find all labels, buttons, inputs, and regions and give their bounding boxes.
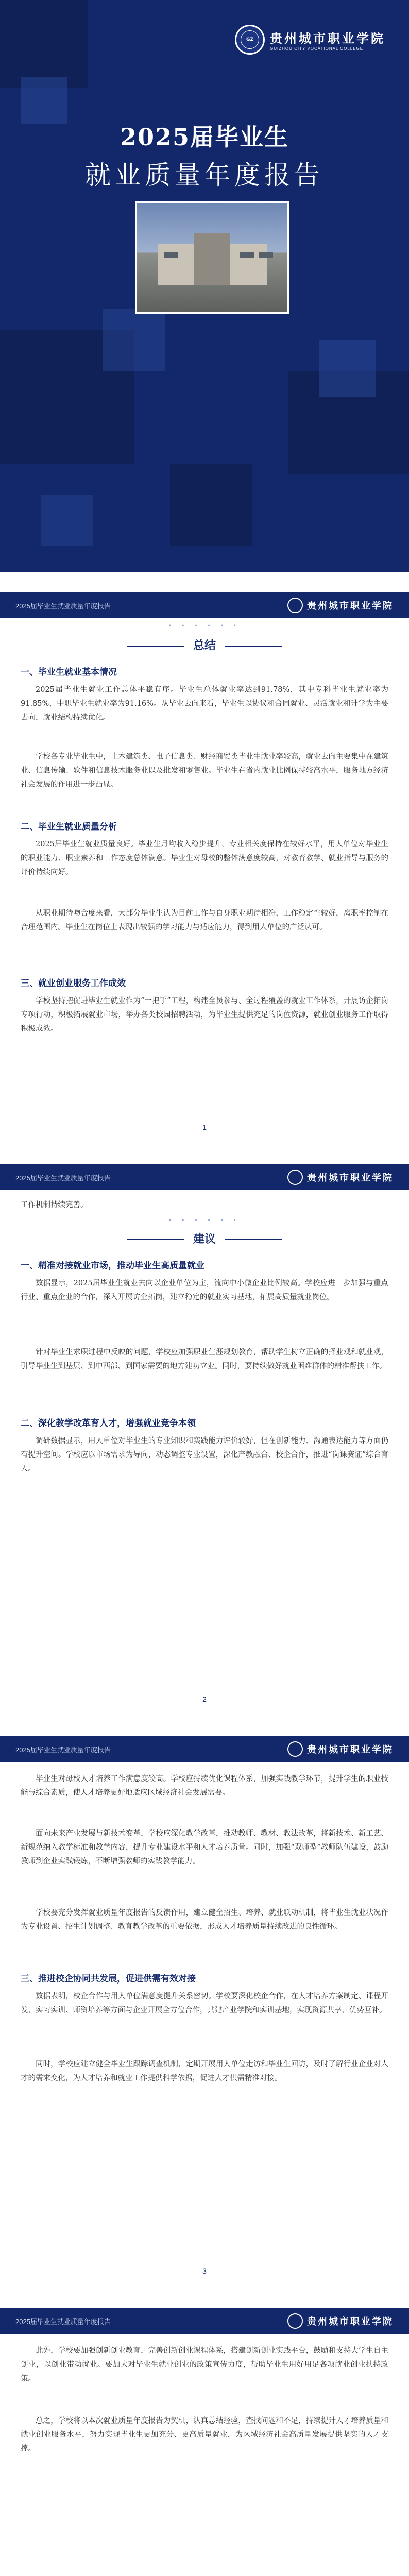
school-seal-icon <box>287 1741 303 1757</box>
heading-school-enterprise: 三、推进校企协同共发展，促进供需有效对接 <box>21 1974 196 1984</box>
heading-quality-analysis: 二、毕业生就业质量分析 <box>21 822 117 832</box>
school-name-en: GUIZHOU CITY VOCATIONAL COLLEGE <box>270 46 364 51</box>
page-header <box>0 1164 409 1190</box>
header-report-title: 2025届毕业生就业质量年度报告 <box>15 1174 111 1182</box>
school-seal-icon <box>287 598 303 613</box>
page-number: 2 <box>202 1695 207 1703</box>
paragraph: 毕业生对母校人才培养工作满意度较高。学校应持续优化课程体系，加强实践教学环节，提升学生的职业技能与综合素质，使人才培养更好地适应区域经济社会发展需要。 <box>21 1775 388 1797</box>
heading-service-results: 三、就业创业服务工作成效 <box>21 978 126 989</box>
page-number: 3 <box>202 2267 207 2275</box>
header-report-title: 2025届毕业生就业质量年度报告 <box>15 1745 111 1754</box>
school-seal-icon: GZ <box>235 25 265 55</box>
decor-dots: • • • • • • <box>168 1218 241 1224</box>
school-name: 贵州城市职业学院 <box>270 31 385 46</box>
header-logo: 贵州城市职业学院 <box>287 598 394 613</box>
decor-square <box>103 309 165 371</box>
page-header <box>0 1736 409 1762</box>
paragraph: 学校各专业毕业生中，土木建筑类、电子信息类、财经商贸类毕业生就业率较高，就业去向主要集中在建筑业、信息传输、软件和信息技术服务业以及批发和零售业。毕业生在省内就业比例保持较高水平，服务地方经济社会发展的作用进一步凸显。 <box>21 753 388 789</box>
school-logo <box>235 25 385 55</box>
decor-square <box>170 464 252 546</box>
page-summary <box>0 592 409 1149</box>
header-report-title: 2025届毕业生就业质量年度报告 <box>15 2317 111 2326</box>
paragraph: 数据显示，2025届毕业生就业去向以企业单位为主，流向中小微企业比例较高。学校应进一步加强与重点行业、重点企业的合作，深入开展访企拓岗，建立稳定的就业实习基地，拓展高质量就业岗位。 <box>21 1279 388 1301</box>
header-logo: 贵州城市职业学院 <box>287 1170 394 1185</box>
section-title-suggestions: 建议 <box>0 1230 409 1246</box>
paragraph: 总之，学校将以本次就业质量年度报告为契机，认真总结经验，查找问题和不足，持续提升人才培养质量和就业创业服务水平，努力实现毕业生更加充分、更高质量就业，为区域经济社会高质量发展提供坚实的人才支撑。 <box>21 2417 388 2453</box>
paragraph: 学校坚持把促进毕业生就业作为“一把手”工程，构建全员参与、全过程覆盖的就业工作体系，开展访企拓岗专项行动，积极拓展就业市场，举办各类校园招聘活动，为毕业生提供充足的岗位资源，就业创业服务工作取得积极成效。 <box>21 997 388 1033</box>
page-header <box>0 2308 409 2334</box>
paragraph: 2025届毕业生就业工作总体平稳有序。毕业生总体就业率达到91.78%，其中专科毕业生就业率为91.85%，中职毕业生就业率为91.16%。从毕业去向来看，毕业生以协议和合同就业、灵活就业和升学为主要去向，就业结构持续优化。 <box>21 686 388 722</box>
cover-title-year: 2025届毕业生 <box>120 123 289 151</box>
header-logo: 贵州城市职业学院 <box>287 2313 394 2329</box>
paragraph: 2025届毕业生就业质量良好。毕业生月均收入稳步提升，专业相关度保持在较好水平，用人单位对毕业生的职业能力、职业素养和工作态度总体满意。毕业生对母校的整体满意度较高，对教育教学、就业指导与服务的评价持续向好。 <box>21 840 388 876</box>
page-suggestions <box>0 1164 409 1721</box>
paragraph: 工作机制持续完善。 <box>21 1201 88 1209</box>
decor-dots: • • • • • • <box>168 623 241 629</box>
page-suggestions-cont <box>0 1736 409 2293</box>
page-closing <box>0 2308 409 2576</box>
header-logo: 贵州城市职业学院 <box>287 1741 394 1757</box>
decor-square <box>0 0 88 88</box>
campus-building-photo <box>135 201 289 314</box>
section-title-summary: 总结 <box>0 637 409 653</box>
heading-basic-situation: 一、毕业生就业基本情况 <box>21 667 117 677</box>
cover-title-report: 就业质量年度报告 <box>85 160 324 190</box>
paragraph: 面向未来产业发展与新技术变革，学校应深化教学改革，推动教师、教材、教法改革，将新技术、新工艺、新规范纳入教学标准和教学内容，提升专业建设水平和人才培养质量。同时，加强“双师型”教师队伍建设，鼓励教师到企业实践锻炼，不断增强教师的实践教学能力。 <box>21 1829 388 1866</box>
page-header <box>0 592 409 618</box>
page-number: 1 <box>202 1123 207 1131</box>
header-report-title: 2025届毕业生就业质量年度报告 <box>15 602 111 610</box>
paragraph: 从职业期待吻合度来看，大部分毕业生认为目前工作与自身职业期待相符，工作稳定性较好，离职率控制在合理范围内。毕业生在岗位上表现出较强的学习能力与适应能力，得到用人单位的广泛认可。 <box>21 909 388 931</box>
paragraph: 学校要充分发挥就业质量年度报告的反馈作用，建立健全招生、培养、就业联动机制，将毕业生就业状况作为专业设置、招生计划调整、教育教学改革的重要依据，形成人才培养质量持续改进的良性循环。 <box>21 1909 388 1931</box>
decor-square <box>21 77 67 124</box>
paragraph: 针对毕业生求职过程中反映的问题，学校应加强职业生涯规划教育，帮助学生树立正确的择业观和就业观，引导毕业生到基层、到中西部、到国家需要的地方建功立业。同时，要持续做好就业困难群体的精准帮扶工作。 <box>21 1348 388 1370</box>
decor-square <box>41 495 93 546</box>
school-seal-icon <box>287 2313 303 2329</box>
paragraph: 调研数据显示，用人单位对毕业生的专业知识和实践能力评价较好，但在创新能力、沟通表达能力等方面仍有提升空间。学校应以市场需求为导向，动态调整专业设置，深化产教融合、校企合作，推进“岗课赛证”综合育人。 <box>21 1437 388 1473</box>
school-seal-icon <box>287 1170 303 1185</box>
paragraph: 同时，学校应建立健全毕业生跟踪调查机制，定期开展用人单位走访和毕业生回访，及时了解行业企业对人才的需求变化，为人才培养和就业工作提供科学依据，促进人才供需精准对接。 <box>21 2060 388 2082</box>
paragraph: 数据表明，校企合作与用人单位满意度提升关系密切。学校要深化校企合作，在人才培养方案制定、课程开发、实习实训、师资培养等方面与企业开展全方位合作，共建产业学院和实训基地，实现资源共享、优势互补。 <box>21 1992 388 2014</box>
heading-market-docking: 一、精准对接就业市场，推动毕业生高质量就业 <box>21 1261 204 1271</box>
paragraph: 此外，学校要加强创新创业教育，完善创新创业课程体系，搭建创新创业实践平台，鼓励和支持大学生自主创业，以创业带动就业。要加大对毕业生就业创业的政策宣传力度，帮助毕业生用好用足各项就业创业扶持政策。 <box>21 2347 388 2383</box>
cover-page <box>0 0 409 572</box>
decor-square <box>319 340 376 397</box>
heading-teaching-reform: 二、深化教学改革育人才，增强就业竞争本领 <box>21 1418 196 1429</box>
